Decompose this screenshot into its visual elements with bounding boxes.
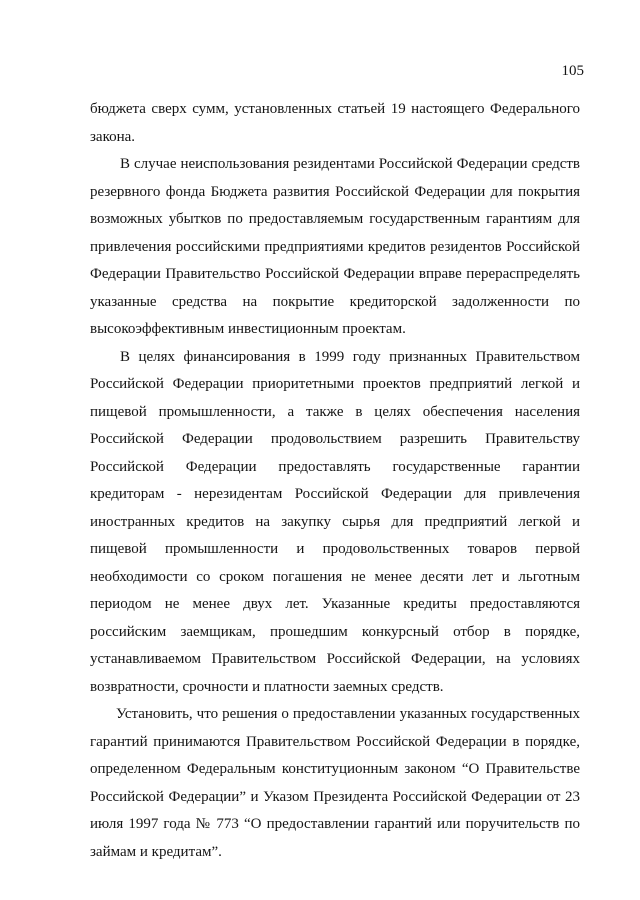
paragraph-financing-1999: В целях финансирования в 1999 году признанных Правительством Российской Федерации приоритетными проектов предприятий легкой и пищевой промышленности, а также в целях обеспечения населения Российской Федерации продовольствием разрешить Правительству Российской Федерации предоставлять государственные гарантии кредиторам - нерезидентам Российской Федерации для привлечения иностранных кредитов на закупку сырья для предприятий легкой и пищевой промышленности и продовольственных товаров первой необходимости со сроком погашения не менее десяти лет и льготным периодом не менее двух лет. Указанные кредиты предоставляются российским заемщикам, прошедшим конкурсный отбор в порядке, устанавливаемом Правительством Российской Федерации, на условиях возвратности, срочности и платности заемных средств.	[90, 348, 580, 695]
document-body	[90, 96, 580, 866]
paragraph-continuation: бюджета сверх сумм, установленных статьей 19 настоящего Федерального закона.	[90, 101, 580, 145]
page-number: 105	[561, 63, 584, 79]
paragraph-guarantee-decisions: Установить, что решения о предоставлении указанных государственных гарантий принимаются Правительством Российской Федерации в порядке, определенном Федеральным конституционным законом “О Правительстве Российской Федерации” и Указом Президента Российской Федерации от 23 июля 1997 года № 773 “О предоставлении гарантий или поручительств по займам и кредитам”.	[90, 706, 580, 860]
paragraph-reserve-fund: В случае неиспользования резидентами Российской Федерации средств резервного фонда Бюджета развития Российской Федерации для покрытия возможных убытков по предоставляемым государственным гарантиям для привлечения российскими предприятиями кредитов резидентов Российской Федерации Правительство Российской Федерации вправе перераспределять указанные средства на покрытие кредиторской задолженности по высокоэффективным инвестиционным проектам.	[90, 156, 580, 337]
